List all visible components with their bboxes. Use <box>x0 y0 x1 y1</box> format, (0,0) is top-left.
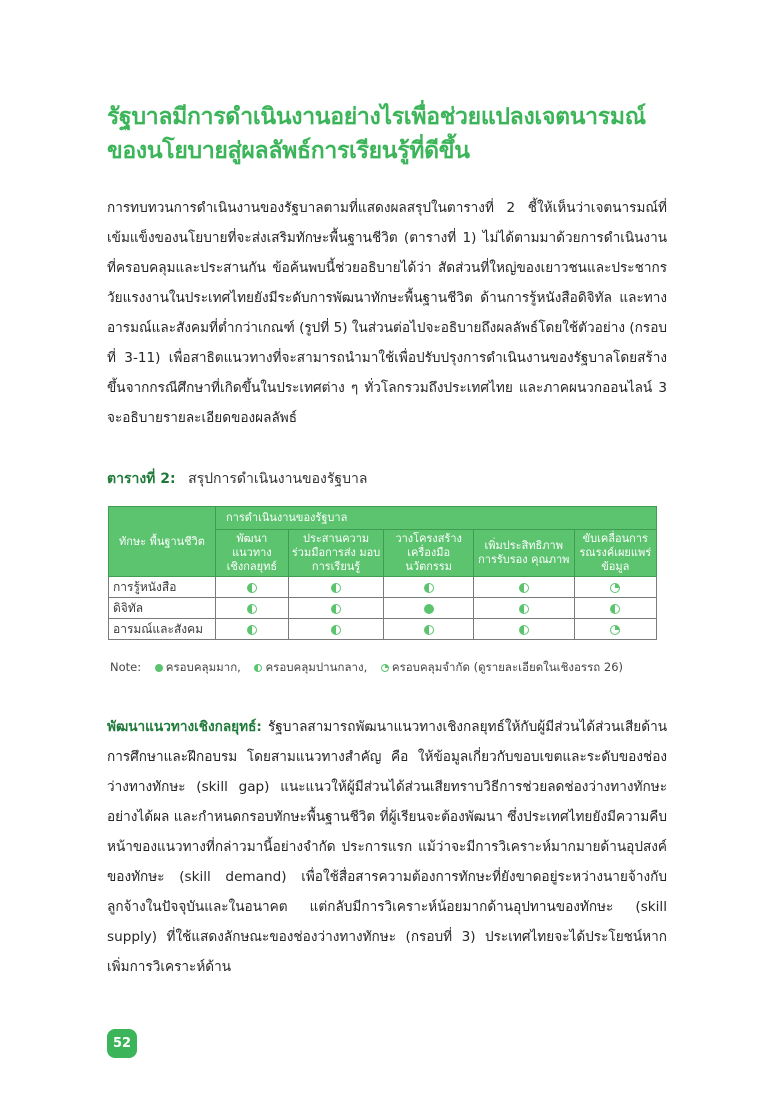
coverage-cell <box>574 619 656 640</box>
row-label: ดิจิทัล <box>109 598 216 619</box>
strategy-paragraph <box>107 712 667 982</box>
coverage-half-icon <box>254 664 262 672</box>
coverage-half-icon <box>247 625 257 635</box>
section-title-line-2: ของนโยบายสู่ผลลัพธ์การเรียนรู้ที่ดีขึ้น <box>107 138 470 164</box>
intro-paragraph: การทบทวนการดำเนินงานของรัฐบาลตามที่แสดงผลสรุปในตารางที่ 2 ชี้ให้เห็นว่าเจตนารมณ์ที่เข้มแข็งของนโยบายที่จะส่งเสริมทักษะพื้นฐานชีวิต (ตารางที่ 1) ไม่ได้ตามมาด้วยการดำเนินงานที่ครอบคลุมและประสานกัน ข้อค้นพบนี้ช่วยอธิบายได้ว่า สัดส่วนที่ใหญ่ของเยาวชนและประชากรวัยแรงงานในประเทศไทยยังมีระดับการพัฒนาทักษะพื้นฐานชีวิต ด้านการรู้หนังสือดิจิทัล และทางอารมณ์และสังคมที่ต่ำกว่าเกณฑ์ (รูปที่ 5) ในส่วนต่อไปจะอธิบายถึงผลลัพธ์โดยใช้ตัวอย่าง (กรอบที่ 3-11) เพื่อสาธิตแนวทางที่จะสามารถนำมาใช้เพื่อปรับปรุงการดำเนินงานของรัฐบาลโดยสร้างขึ้นจากกรณีศึกษาที่เกิดขึ้นในประเทศต่าง ๆ ทั่วโลกรวมถึงประเทศไทย และภาคผนวกออนไลน์ 3 จะอธิบายรายละเอียดของผลลัพธ์ <box>107 200 667 426</box>
coverage-cell <box>288 577 384 598</box>
coverage-half-icon <box>424 583 434 593</box>
coverage-half-icon <box>519 625 529 635</box>
legend-moderate <box>254 660 367 674</box>
coverage-cell <box>384 577 474 598</box>
legend-text: ครอบคลุมมาก, <box>165 660 241 674</box>
column-header: วางโครงสร้าง เครื่องมือ นวัตกรรม <box>384 530 474 577</box>
coverage-half-icon <box>331 583 341 593</box>
coverage-cell <box>216 619 289 640</box>
group-header-government-actions: การดำเนินงานของรัฐบาล <box>216 507 657 530</box>
row-label: การรู้หนังสือ <box>109 577 216 598</box>
legend-text: ครอบคลุมจำกัด (ดูรายละเอียดในเชิงอรรถ 26) <box>391 660 624 674</box>
coverage-limited-icon <box>381 664 389 672</box>
coverage-cell <box>473 598 574 619</box>
government-performance-table <box>108 506 657 640</box>
note-label: Note: <box>110 660 142 674</box>
coverage-half-icon <box>247 604 257 614</box>
row-label: อารมณ์และสังคม <box>109 619 216 640</box>
coverage-cell <box>473 619 574 640</box>
coverage-half-icon <box>519 583 529 593</box>
table-note <box>110 659 623 677</box>
column-header: ประสานความ ร่วมมือการส่ง มอบการเรียนรู้ <box>288 530 384 577</box>
page-number-badge: 52 <box>107 1029 137 1058</box>
coverage-cell <box>216 577 289 598</box>
column-header: พัฒนา แนวทาง เชิงกลยุทธ์ <box>216 530 289 577</box>
legend-limited <box>381 660 623 674</box>
table-row <box>109 619 657 640</box>
strategy-text: รัฐบาลสามารถพัฒนาแนวทางเชิงกลยุทธ์ให้กับผู้มีส่วนได้ส่วนเสียด้านการศึกษาและฝึกอบรม โดยสามแนวทางสำคัญ คือ ให้ข้อมูลเกี่ยวกับขอบเขตและระดับของช่องว่างทางทักษะ (skill gap) แนะแนวให้ผู้มีส่วนได้ส่วนเสียทราบวิธีการช่วยลดช่องว่างทางทักษะอย่างได้ผล และกำหนดกรอบทักษะพื้นฐานชีวิต ที่ผู้เรียนจะต้องพัฒนา ซึ่งประเทศไทยยังมีความคืบหน้าของแนวทางที่กล่าวมานี้อย่างจำกัด ประการแรก แม้ว่าจะมีการวิเคราะห์มากมายด้านอุปสงค์ของทักษะ (skill demand) เพื่อใช้สื่อสารความต้องการทักษะที่ยังขาดอยู่ระหว่างนายจ้างกับลูกจ้างในปัจจุบันและในอนาคต แต่กลับมีการวิเคราะห์น้อยมากด้านอุปทานของทักษะ (skill supply) ที่ใช้แสดงลักษณะของช่องว่างทางทักษะ (กรอบที่ 3) ประเทศไทยจะได้ประโยชน์หากเพิ่มการวิเคราะห์ด้าน <box>107 719 667 975</box>
coverage-limited-icon <box>610 625 620 635</box>
column-header: เพิ่มประสิทธิภาพ การรับรอง คุณภาพ <box>473 530 574 577</box>
section-title-line-1: รัฐบาลมีการดำเนินงานอย่างไรเพื่อช่วยแปลงเจตนารมณ์ <box>107 104 646 130</box>
table-row <box>109 577 657 598</box>
coverage-cell <box>473 577 574 598</box>
coverage-cell <box>288 598 384 619</box>
coverage-half-icon <box>519 604 529 614</box>
coverage-cell <box>574 577 656 598</box>
row-header-skills: ทักษะ พื้นฐานชีวิต <box>109 507 216 577</box>
coverage-cell <box>216 598 289 619</box>
legend-text: ครอบคลุมปานกลาง, <box>265 660 368 674</box>
coverage-half-icon <box>331 604 341 614</box>
coverage-limited-icon <box>610 583 620 593</box>
table-caption-label: ตารางที่ 2: <box>107 471 176 487</box>
coverage-full-icon <box>155 664 163 672</box>
coverage-half-icon <box>610 604 620 614</box>
legend-extensive <box>155 660 241 674</box>
section-title <box>107 100 667 168</box>
column-header: ขับเคลื่อนการ รณรงค์เผยแพร่ ข้อมูล <box>574 530 656 577</box>
coverage-half-icon <box>331 625 341 635</box>
coverage-full-icon <box>424 604 434 614</box>
coverage-cell <box>574 598 656 619</box>
coverage-half-icon <box>424 625 434 635</box>
coverage-half-icon <box>247 583 257 593</box>
coverage-cell <box>384 619 474 640</box>
coverage-cell <box>288 619 384 640</box>
table-row <box>109 598 657 619</box>
table-caption <box>107 468 367 490</box>
coverage-cell <box>384 598 474 619</box>
strategy-lead: พัฒนาแนวทางเชิงกลยุทธ์: <box>107 719 262 735</box>
table-caption-text: สรุปการดำเนินงานของรัฐบาล <box>188 471 368 487</box>
